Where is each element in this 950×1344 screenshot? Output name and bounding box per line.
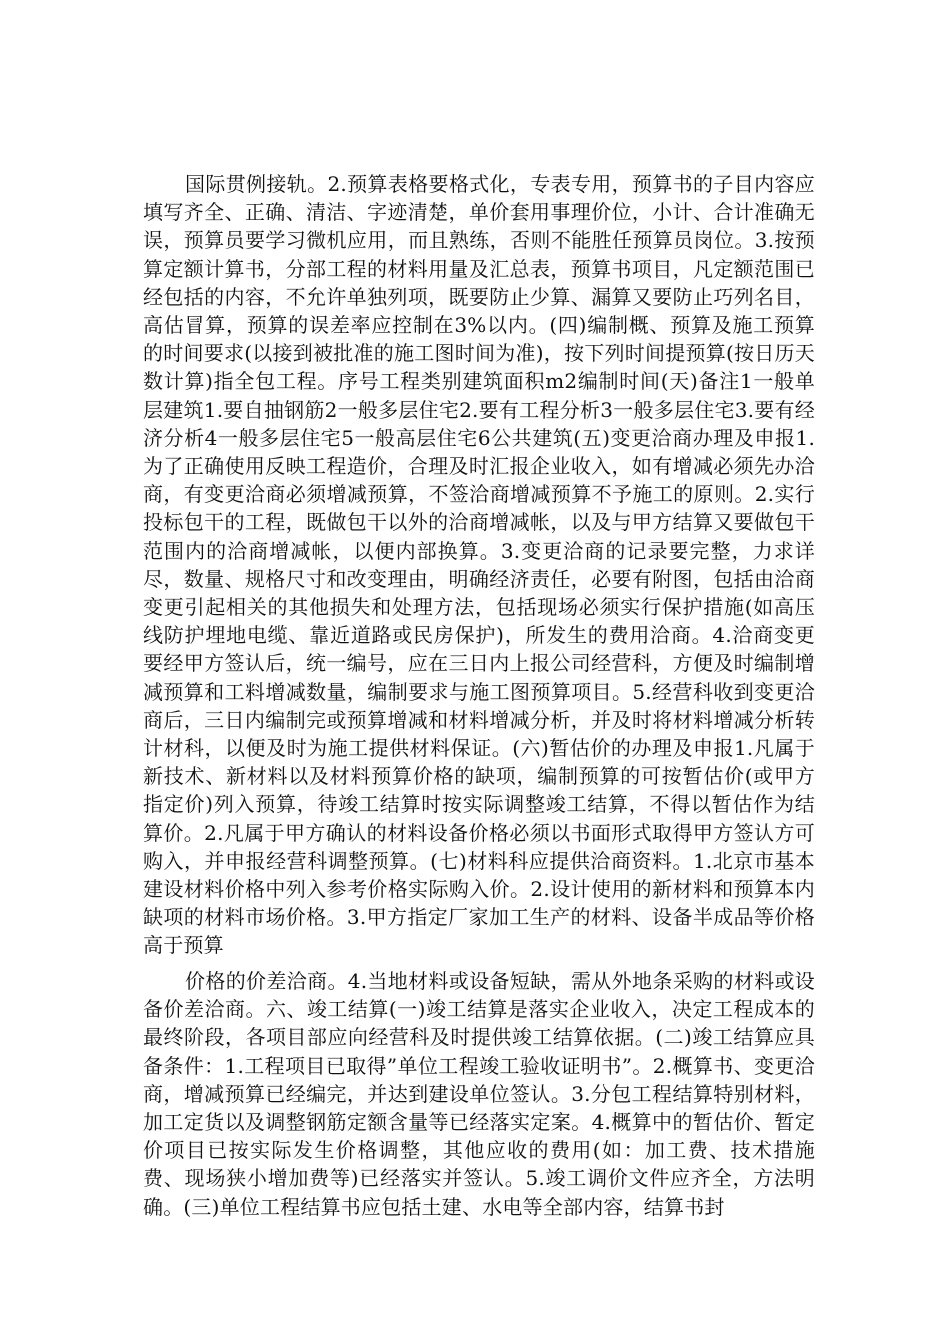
body-paragraph: 价格的价差洽商。4.当地材料或设备短缺，需从外地条采购的材料或设备价差洽商。六、竣工结算(一)竣工结算是落实企业收入，决定工程成本的最终阶段，各项目部应向经营科及时提供竣工结算依据。(二)竣工结算应具备条件：1.工程项目已取得”单位工程竣工验收证明书”。2.概算书、变更洽商，增减预算已经编完，并达到建设单位签认。3.分包工程结算特别材料，加工定货以及调整钢筋定额含量等已经落实定案。4.概算中的暂估价、暂定价项目已按实际发生价格调整，其他应收的费用(如：加工费、技术措施费、现场狭小增加费等)已经落实并签认。5.竣工调价文件应齐全，方法明确。(三)单位工程结算书应包括土建、水电等全部内容，结算书封 <box>143 969 815 1219</box>
body-paragraph: 国际贯例接轨。2.预算表格要格式化，专表专用，预算书的子目内容应填写齐全、正确、清洁、字迹清楚，单价套用事理价位，小计、合计准确无误，预算员要学习微机应用，而且熟练，否则不能胜任预算员岗位。3.按预算定额计算书，分部工程的材料用量及汇总表，预算书项目，凡定额范围已经包括的内容，不允许单独列项，既要防止少算、漏算又要防止巧列名目，高估冒算，预算的误差率应控制在3%以内。(四)编制概、预算及施工预算的时间要求(以接到被批准的施工图时间为准)，按下列时间提预算(按日历天数计算)指全包工程。序号工程类别建筑面积m2编制时间(天)备注1一般单层建筑1.要自抽钢筋2一般多层住宅2.要有工程分析3一般多层住宅3.要有经济分析4一般多层住宅5一般高层住宅6公共建筑(五)变更洽商办理及申报1.为了正确使用反映工程造价，合理及时汇报企业收入，如有增减必须先办洽商，有变更洽商必须增减预算，不签洽商增减预算不予施工的原则。2.实行投标包干的工程，既做包干以外的洽商增减帐，以及与甲方结算又要做包干范围内的洽商增减帐，以便内部换算。3.变更洽商的记录要完整，力求详尽，数量、规格尺寸和改变理由，明确经济责任，必要有附图，包括由洽商变更引起相关的其他损失和处理方法，包括现场必须实行保护措施(如高压线防护埋地电缆、靠近道路或民房保护)，所发生的费用洽商。4.洽商变更要经甲方签认后，统一编号，应在三日内上报公司经营科，方便及时编制增减预算和工料增减数量，编制要求与施工图预算项目。5.经营科收到变更洽商后，三日内编制完或预算增减和材料增减分析，并及时将材料增减分析转计材科，以便及时为施工提供材料保证。(六)暂估价的办理及申报1.凡属于新技术、新材料以及材料预算价格的缺项，编制预算的可按暂估价(或甲方指定价)列入预算，待竣工结算时按实际调整竣工结算，不得以暂估作为结算价。2.凡属于甲方确认的材料设备价格必须以书面形式取得甲方签认方可购入，并申报经营科调整预算。(七)材料科应提供洽商资料。1.北京市基本建设材料价格中列入参考价格实际购入价。2.设计使用的新材料和预算本内缺项的材料市场价格。3.甲方指定厂家加工生产的材料、设备半成品等价格高于预算 <box>143 172 815 958</box>
